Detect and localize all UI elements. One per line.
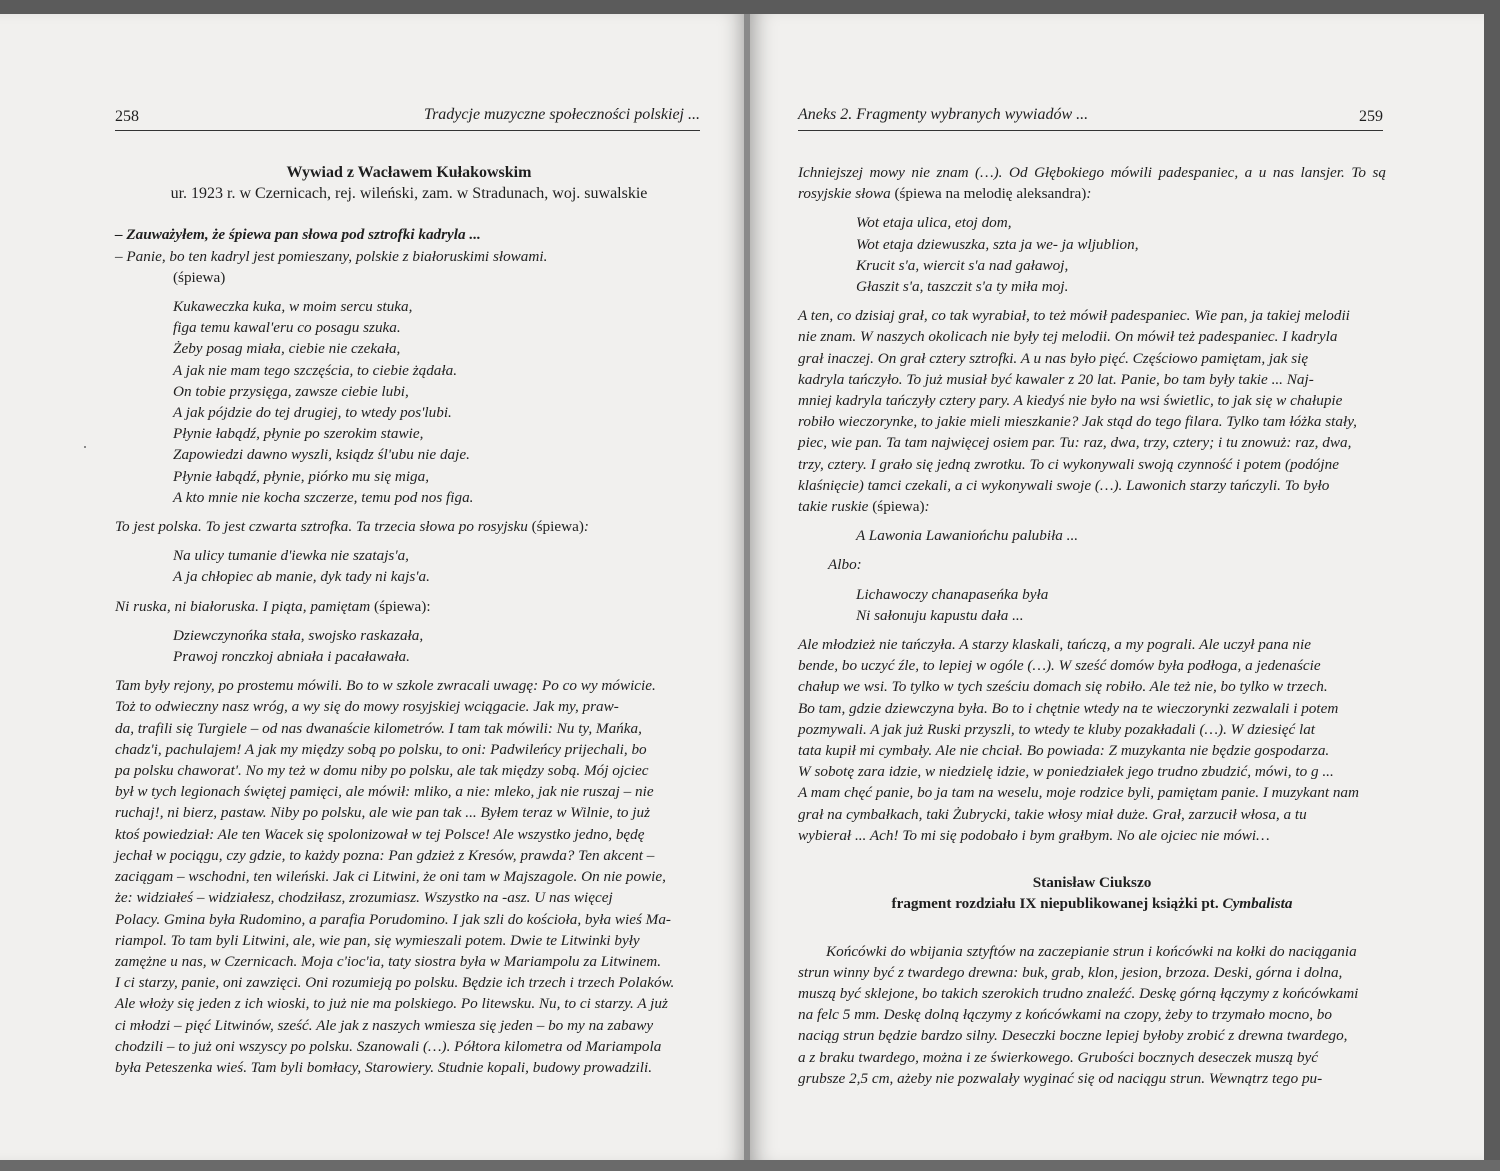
- albo-label: Albo:: [828, 556, 862, 574]
- page-header: [115, 106, 700, 131]
- text-line: grubsze 2,5 cm, ażeby nie pozwalały wyginać się od naciągu strun. Wewnątrz tego pu-: [798, 1069, 1323, 1087]
- section-title: [798, 893, 1386, 914]
- text-line: trzy, cztery. I grało się jedną zwrotku. To ci wykonywali swoją czynność i potem (podójne: [798, 455, 1339, 473]
- text-line: pozmywali. A jak już Ruski przyszli, to wtedy te kluby pozakładali (…). W dziesięć lat: [798, 720, 1316, 738]
- verse-line: Ni sałonuju kapustu dała ...: [856, 606, 1024, 624]
- text-line: W sobotę zara idzie, w niedzielę idzie, w poniedziałek jego trudno zbudzić, mówi, to g ...: [798, 763, 1334, 781]
- verse-line: A kto mnie nie kocha szczerze, temu pod nos figa.: [173, 488, 474, 506]
- text-line: A mam chęć panie, bo ja tam na weselu, moje rodzice byli, pamiętam panie. I muzykant nam: [798, 784, 1359, 802]
- stage-direction: (śpiewa na melodię aleksandra): [890, 185, 1087, 203]
- text-line: riampol. To tam byli Litwini, ale, wie pan, się wymieszali potem. Dwie te Litwinki były: [115, 931, 640, 949]
- text-line: chadz'i, pachulajem! A jak my między sobą po polsku, to oni: Padwileńcy prijechali, bo: [115, 740, 647, 758]
- text-line: pa polsku chaworat'. No my też w domu niby po polsku, ale tak między sobą. Mój ojciec: [115, 762, 649, 780]
- verse-line: Prawoj ronczkoj abniała i pacaławała.: [173, 648, 410, 666]
- text-line: muszą być sklejone, bo takich szerokich trudno znaleźć. Deskę górną łączymy z końcówkami: [798, 984, 1359, 1002]
- stage-direction: (śpiewa): [527, 518, 584, 536]
- text-line: Końcówki do wbijania sztyftów na zaczepianie strun i końcówki na kołki do naciągania: [826, 942, 1357, 960]
- text-line: strun winny być z twardego drewna: buk, grab, klon, jesion, brzoza. Deski, górna i dolna,: [798, 963, 1343, 981]
- stage-direction: (śpiewa):: [370, 597, 431, 615]
- text-line: robiło wieczorynke, to jakie mieli mieszkanie? Jak stąd do tego filara. Tylko tam łóżka stały,: [798, 413, 1357, 431]
- text-line: I ci starzy, panie, oni zawzięci. Oni rozumieją po polsku. Będzie ich trzech i trzech Polaków.: [115, 974, 675, 992]
- page-left: [0, 14, 746, 1160]
- verse-block: [115, 625, 703, 667]
- running-head: Aneks 2. Fragmenty wybranych wywiadów ...: [798, 106, 1089, 123]
- text-line: grał na cymbałkach, taki Żubrycki, takie włosy miał duże. Grał, zarzucił włosa, a tu: [798, 805, 1307, 823]
- verse-block: [798, 525, 1386, 546]
- verse-block: [115, 296, 703, 508]
- page-number: 259: [1359, 108, 1383, 125]
- text-line: wybierał ... Ach! To mi się podobało i bym grałbym. No ale ojciec nie mówi…: [798, 826, 1270, 844]
- verse-line: Dziewczynońka stała, swojsko raskazała,: [173, 626, 424, 644]
- text-line: grał inaczej. On grał cztery sztrofki. A u nas było pięć. Częściowo pamiętam, jak się: [798, 349, 1309, 367]
- text-line: kadryla tańczyło. To już musiał być kawaler z 20 lat. Panie, bo tam były takie ... Naj-: [798, 370, 1314, 388]
- text-span: :: [924, 498, 930, 516]
- text-line: na felc 5 mm. Deskę dolną łączymy z końcówkami na czopy, żeby to trzymało mocno, bo: [798, 1006, 1332, 1024]
- text-line: [798, 496, 1386, 517]
- page-number: 258: [115, 108, 139, 125]
- scan-top-border: [0, 0, 1500, 14]
- verse-line: Wot etaja ulica, etoj dom,: [856, 214, 1012, 232]
- page-right: [750, 14, 1484, 1160]
- paragraph: [798, 941, 1386, 1089]
- stage-direction: (śpiewa): [173, 268, 226, 286]
- verse-line: A jak nie mam tego szczęścia, to ciebie żądała.: [173, 361, 458, 379]
- text-line: że: widziałeś – widziałesz, chodziłasz, zrozumiasz. Wszystko na -asz. U nas więcej: [115, 889, 613, 907]
- verse-line: A jak pójdzie do tej drugiej, to wtedy pos'lubi.: [173, 404, 452, 422]
- text-span: To jest polska. To jest czwarta sztrofka. Ta trzecia słowa po rosyjsku: [115, 518, 528, 536]
- verse-line: Płynie łabądź, płynie po szerokim stawie,: [173, 425, 424, 443]
- text-line: był w tych legionach świętej pamięci, ale mówił: mliko, a nie: mleko, jak nie ruszaj – nie: [115, 783, 654, 801]
- paragraph: [115, 675, 703, 1078]
- paragraph: [798, 634, 1386, 846]
- text-line: Ale młodzież nie tańczyła. A starzy klaskali, tańczą, a my pograli. Ale uczył pana nie: [798, 636, 1311, 654]
- text-line: A ten, co dzisiaj grał, co tak wyrabiał, to też mówił padespaniec. Wie pan, ja takiej melodii: [798, 307, 1350, 325]
- text-line: zamężne u nas, w Czernicach. Moja c'ioc'ia, taty siostra była w Mariampolu za Litwinem.: [115, 952, 662, 970]
- verse-block: [798, 584, 1386, 626]
- verse-line: A ja chłopiec ab manie, dyk tady ni kajs'a.: [173, 568, 430, 586]
- verse-block: [798, 212, 1386, 297]
- paragraph: [798, 305, 1386, 517]
- text-span: Ichniejszej mowy nie znam (…). Od Głębokiego mówili padespaniec, a u nas lansjer. To są rosyjskie słowa: [798, 164, 1386, 203]
- text-line: tata kupił mi cymbały. Ale nie chciał. Bo powiada: Z muzykanta nie będzie gospodarza.: [798, 742, 1330, 760]
- scan-right-border: [1484, 0, 1500, 1171]
- scan-bottom-border: [0, 1160, 1500, 1171]
- text-span: :: [1086, 185, 1092, 203]
- verse-line: On tobie przysięga, zawsze ciebie lubi,: [173, 382, 409, 400]
- page-header: [798, 106, 1383, 131]
- text-line: Polacy. Gmina była Rudomino, a parafia Porudomino. I jak szli do kościoła, była wieś Ma-: [115, 910, 671, 928]
- speck: [84, 446, 86, 448]
- text-line: zaciągam – wschodni, ten wileński. Jak ci Litwini, że oni tam w Majszagole. On nie powie,: [115, 868, 666, 886]
- text-line: Ale włoży się jeden z ich wioski, to już nie ma polskiego. Po litewsku. Nu, to ci starzy. A już: [115, 995, 668, 1013]
- verse-line: Wot etaja dziewuszka, szta ja we- ja wljublion,: [856, 235, 1139, 253]
- text-span: :: [583, 518, 589, 536]
- text-line: jechał w pociągu, czy gdzie, to każdy pozna: Pan gdzież z Kresów, prawda? Ten akcent –: [115, 846, 655, 864]
- text-span: takie ruskie: [798, 498, 869, 516]
- verse-line: Krucit s'a, wiercit s'a nad gaławoj,: [856, 256, 1069, 274]
- text-line: da, trafili się Turgiele – od nas dwanaście kilometrów. I tam tak mówili: Nu ty, Mańka,: [115, 719, 642, 737]
- verse-line: Kukaweczka kuka, w moim sercu stuka,: [173, 298, 413, 316]
- paragraph: [115, 596, 703, 617]
- text-span: Ni ruska, ni białoruska. I piąta, pamiętam: [115, 597, 371, 615]
- verse-line: Żeby posag miała, ciebie nie czekała,: [173, 340, 401, 358]
- text-line: ruchaj!, ni bierz, pastaw. Niby po polsku, ale wie pan tak ... Byłem teraz w Wilnie, to już: [115, 804, 651, 822]
- interview-title: Wywiad z Wacławem Kułakowskim: [286, 164, 532, 181]
- verse-line: Na ulicy tumanie d'iewka nie szatajs'a,: [173, 547, 409, 565]
- page-body: [798, 162, 1386, 1089]
- paragraph: [115, 516, 703, 537]
- text-line: piec, wie pan. Ta tam najwięcej osiem par. Tu: raz, dwa, trzy, cztery; i tu znowuż: raz, dwa,: [798, 434, 1352, 452]
- text-line: ktoś powiedział: Ale ten Wacek się spolonizował w tej Polsce! Ale wszystko jedno, będę: [115, 825, 645, 843]
- text-span: fragment rozdziału IX niepublikowanej książki pt.: [891, 895, 1223, 913]
- verse-line: A Lawonia Lawaniońchu palubiła ...: [856, 527, 1079, 545]
- text-line: chałup we wsi. To tylko w tych sześciu domach się robiło. Ale też nie, bo tylko w trzech.: [798, 678, 1328, 696]
- text-line: nie znam. W naszych okolicach nie były tej melodii. On mówił też padespaniec. I kadryla: [798, 328, 1338, 346]
- section-author: Stanisław Ciukszo: [1032, 874, 1152, 892]
- text-line: klaśnięcie) tamci czekali, a ci wykonywali swoje (…). Lawonich starzy tańczyli. To było: [798, 476, 1330, 494]
- text-line: Tam były rejony, po prostemu mówili. Bo to w szkole zwracali uwagę: Po co wy mówicie.: [115, 677, 656, 695]
- running-head: Tradycje muzyczne społeczności polskiej ...: [424, 106, 700, 123]
- verse-line: Zapowiedzi dawno wyszli, ksiądz śl'ubu nie daje.: [173, 446, 470, 464]
- text-line: naciąg strun będzie bardzo silny. Deseczki boczne lepiej byłoby zrobić z drewna twardego,: [798, 1027, 1348, 1045]
- verse-line: Płynie łabądź, płynie, piórko mu się miga,: [173, 467, 430, 485]
- verse-line: figa temu kawal'eru co posagu szuka.: [173, 319, 401, 337]
- text-line: Bo tam, gdzie dziewczyna była. Bo to i chętnie wtedy na te wieczorynki zezwalali i potem: [798, 699, 1339, 717]
- answer: – Panie, bo ten kadryl jest pomieszany, polskie z białoruskimi słowami.: [115, 247, 548, 265]
- verse-block: [115, 545, 703, 587]
- text-line: bende, bo uczyć źle, to lepiej w ogóle (…). W sześć domów była podłoga, a jedenaście: [798, 657, 1321, 675]
- page-body: [115, 162, 703, 1078]
- paragraph: [798, 162, 1386, 204]
- text-line: chodzili – to już oni wszyscy po polsku. Szanowali (…). Półtora kilometra od Mariampola: [115, 1037, 662, 1055]
- stage-direction: (śpiewa): [868, 498, 925, 516]
- book-title: Cymbalista: [1222, 895, 1293, 913]
- question: – Zauważyłem, że śpiewa pan słowa pod sztrofki kadryla ...: [115, 226, 481, 244]
- text-line: ci młodzi – pięć Litwinów, sześć. Ale jak z naszych wmiesza się jeden – bo my na zabawy: [115, 1016, 654, 1034]
- text-line: a z braku twardego, można i ze świerkowego. Grubości bocznych deseczek muszą być: [798, 1048, 1318, 1066]
- interview-subtitle: ur. 1923 r. w Czernicach, rej. wileński, zam. w Stradunach, woj. suwalskie: [170, 185, 648, 203]
- verse-line: Głaszit s'a, taszczit s'a ty miła moj.: [856, 278, 1069, 296]
- text-line: mniej kadryla tańczyły cztery pary. A kiedyś nie było na wsi świetlic, to jak się w chałupie: [798, 392, 1343, 410]
- text-line: Toż to odwieczny nasz wróg, a wy się do mowy rosyjskiej wciągacie. Jak my, praw-: [115, 698, 619, 716]
- verse-line: Lichawoczy chanapaseńka była: [856, 585, 1049, 603]
- text-line: była Peteszenka wieś. Tam byli bomłacy, Starowiery. Studnie kopali, budowy prowadzili.: [115, 1058, 653, 1076]
